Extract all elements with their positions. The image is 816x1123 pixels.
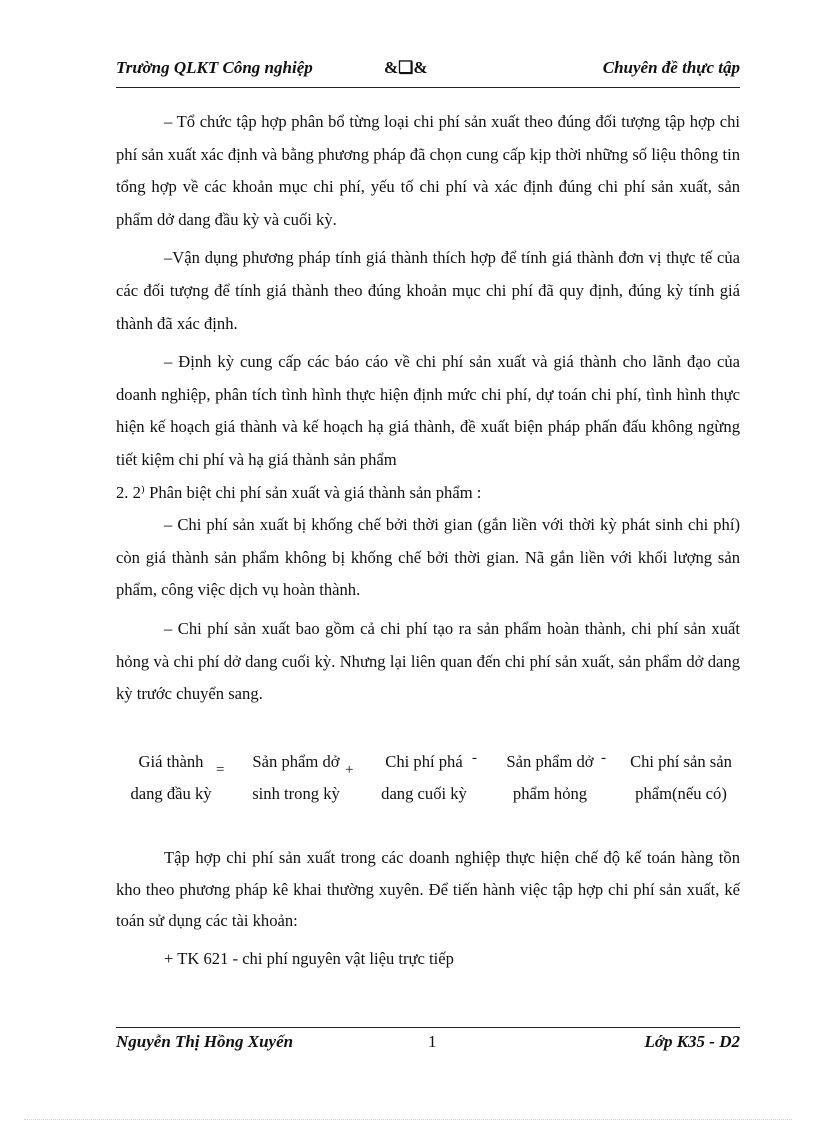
section-heading: 2. 2⁾ Phân biệt chi phí sản xuất và giá thành sản phẩm : — [116, 482, 482, 502]
paragraph: + TK 621 - chi phí nguyên vật liệu trực tiếp — [164, 948, 454, 968]
formula-operator: + — [345, 762, 354, 778]
page-footer — [116, 1032, 740, 1058]
page-edge — [24, 1119, 792, 1120]
footer-rule — [116, 1027, 740, 1028]
page-header — [116, 58, 740, 84]
formula-operator: - — [601, 750, 606, 766]
paragraph: Tập hợp chi phí sản xuất trong các doanh nghiệp thực hiện chế độ kế toán hàng tồn kho theo phương pháp kê khai thường xuyên. Để tiến hành việc tập hợp chi phí sản xuất, kế toán sử dụng các tài khoản: — [116, 848, 740, 930]
paragraph: – Tổ chức tập hợp phân bổ từng loại chi phí sản xuất theo đúng đối tượng tập hợp chi phí sản xuất xác định và bằng phương pháp đã chọn cung cấp kịp thời những số liệu thông tin tổng hợp về các khoản mục chi phí, yếu tố chi phí và xác định đúng chi phí sản xuất, sản phẩm dở dang đầu kỳ và cuối kỳ. — [116, 112, 740, 229]
paragraph: –Vận dụng phương pháp tính giá thành thích hợp để tính giá thành đơn vị thực tế của các đối tượng để tính giá thành theo đúng khoản mục chi phí đã quy định, đúng kỳ tính giá thành đã xác định. — [116, 248, 740, 333]
page-number: 1 — [428, 1032, 437, 1051]
paragraph: – Định kỳ cung cấp các báo cáo về chi phí sản xuất và giá thành cho lãnh đạo của doanh nghiệp, phân tích tình hình thực hiện định mức chi phí, dự toán chi phí, tình hình thực hiện kế hoạch giá thành và kế hoạch hạ giá thành, đề xuất biện pháp phấn đấu không ngừng tiết kiệm chi phí và hạ giá thành sản phẩm — [116, 352, 740, 469]
footer-author: Nguyễn Thị Hồng Xuyến — [116, 1032, 294, 1051]
cost-formula — [116, 746, 746, 812]
body-section-1 — [116, 106, 740, 711]
formula-operator: = — [216, 762, 225, 778]
footer-class: Lớp K35 - D2 — [644, 1032, 740, 1051]
formula-term: Sản phẩm dở sinh trong kỳ — [252, 752, 340, 803]
paragraph: – Chi phí sản xuất bao gồm cả chi phí tạo ra sản phẩm hoàn thành, chi phí sản xuất hỏng và chi phí dở dang cuối kỳ. Nhưng lại liên quan đến chi phí sản xuất, sản phẩm dở dang kỳ trước chuyển sang. — [116, 618, 740, 704]
formula-operator: - — [472, 750, 477, 766]
header-rule — [116, 87, 740, 88]
formula-term: Chi phí phá dang cuối kỳ — [381, 752, 467, 803]
body-section-2 — [116, 842, 740, 974]
header-title: Chuyên đề thực tập — [602, 58, 740, 77]
formula-term: Sản phẩm dở phẩm hỏng — [506, 752, 594, 803]
formula-term: Giá thành dang đầu kỳ — [130, 752, 212, 803]
header-ornament: &❑& — [384, 58, 428, 77]
formula-term: Chi phí sản sản phẩm(nếu có) — [630, 752, 732, 803]
paragraph: – Chi phí sản xuất bị khống chế bởi thời gian (gắn liền với thời kỳ phát sinh chi phí) còn giá thành sản phẩm không bị khống chế bởi thời gian. Nã gắn liền với khối lượng sản phẩm, công việc dịch vụ hoàn thành. — [116, 515, 740, 600]
header-school: Trường QLKT Công nghiệp — [116, 58, 313, 77]
